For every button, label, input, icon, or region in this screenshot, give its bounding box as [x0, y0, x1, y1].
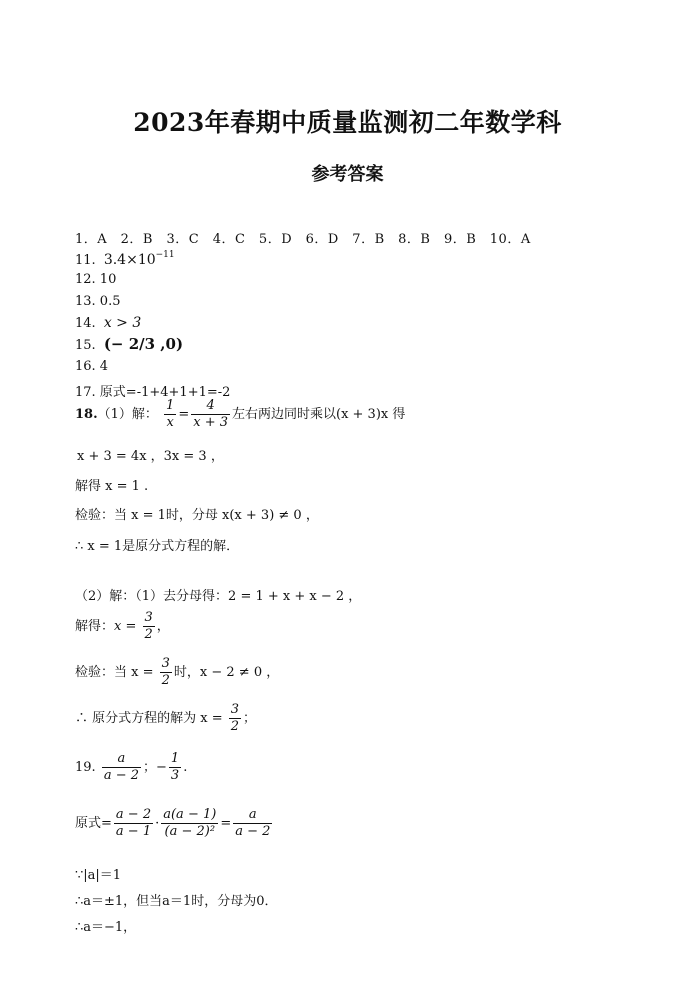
answer-18-part2-check: 检验：当 x = $\frac{3}{2}$ 时，x − 2 ≠ 0 ， — [75, 656, 280, 688]
fraction-f1: $\frac{a - 2}{a - 1}$ — [115, 807, 152, 839]
answer-19-result: 19. $\frac{a}{a - 2}$ ；− $\frac{1}{3}$ . — [75, 751, 188, 783]
answer-14-label: 14. — [75, 316, 96, 331]
answer-15 — [75, 335, 183, 353]
fraction-a-over-a-minus-2: $\frac{a}{a - 2}$ — [103, 751, 140, 783]
answer-16: 16. 4 — [75, 359, 109, 374]
fraction-three-halves: $\frac{3}{2}$ — [144, 610, 153, 642]
answer-18-check: 检验：当 x = 1时，分母 x(x + 3) ≠ 0 ， — [75, 508, 319, 523]
answer-11-exponent: −11 — [155, 250, 175, 260]
fraction-f3: $\frac{a}{a - 2}$ — [235, 807, 271, 839]
fraction-rhs: $\frac{4}{x + 3}$ — [193, 398, 228, 430]
answer-18-equation-suffix: 左右两边同时乘以(x + 3)x 得 — [232, 407, 406, 422]
answer-12: 12. 10 — [75, 272, 117, 287]
answer-19-simplification: 原式= $\frac{a - 2}{a - 1}$ · $\frac{a(a - 1)}{\text{(a − 2)²}}$ = $\frac{a}{a - 2}$ — [75, 807, 271, 839]
answer-18-label: 18. — [75, 407, 98, 422]
answer-18-part1-prefix: （1）解： — [97, 407, 158, 422]
answer-19-label: 19. — [75, 760, 96, 775]
page-subtitle: 参考答案 — [311, 164, 384, 185]
answer-15-label: 15. — [75, 338, 96, 353]
answer-18-step2: x + 3 = 4x ，3x = 3 ， — [77, 449, 224, 464]
fraction-lhs: $\frac{1}{x}$ — [166, 398, 175, 430]
answer-13: 13. 0.5 — [75, 294, 121, 309]
answer-18-part2-conclusion: ∴ 原分式方程的解为 x = $\frac{3}{2}$ ； — [75, 702, 257, 734]
fraction-f2: $\frac{a(a - 1)}{\text{(a − 2)²}}$ — [163, 807, 217, 839]
answer-19-condition: ∵|a|＝1 — [75, 868, 122, 883]
multiple-choice-answers: 1．A 2．B 3．C 4．C 5．D 6．D 7．B 8．B 9．B 10．A — [75, 232, 531, 247]
answer-11 — [75, 250, 175, 268]
answer-14 — [75, 315, 141, 331]
answer-18-conclusion: ∴ x = 1是原分式方程的解． — [75, 539, 240, 554]
answer-19-reasoning: ∴a＝±1，但当a＝1时，分母为0． — [75, 894, 278, 909]
answer-19-value: ∴a＝−1， — [75, 920, 137, 935]
answer-11-label: 11. — [75, 253, 96, 268]
answer-11-base: 3.4×10 — [103, 252, 156, 268]
fraction-one-third: $\frac{1}{3}$ — [170, 751, 180, 783]
answer-18-step3: 解得 x = 1 . — [75, 479, 149, 494]
answer-18-part2-step1: （2）解：（1）去分母得：2 = 1 + x + x − 2 ， — [75, 589, 362, 604]
page-title: 2023年春期中质量监测初二年数学科 — [133, 108, 562, 137]
fraction-three-halves: $\frac{3}{2}$ — [230, 702, 240, 734]
answer-17: 17. 原式=-1+4+1+1=-2 — [75, 385, 231, 400]
answer-18-part2-solve: 解得：x = $\frac{3}{2}$ ， — [75, 610, 170, 642]
answer-18-part1-equation: 18.（1）解： $\frac{1}{x}$ = $\frac{4}{x + 3}$ 左右两边同时乘以(x + 3)x 得 — [75, 398, 406, 430]
answer-15-expr: (− 2/3 ,0) — [103, 335, 184, 353]
answer-14-expr: x > 3 — [103, 315, 142, 331]
fraction-three-halves: $\frac{3}{2}$ — [161, 656, 170, 688]
